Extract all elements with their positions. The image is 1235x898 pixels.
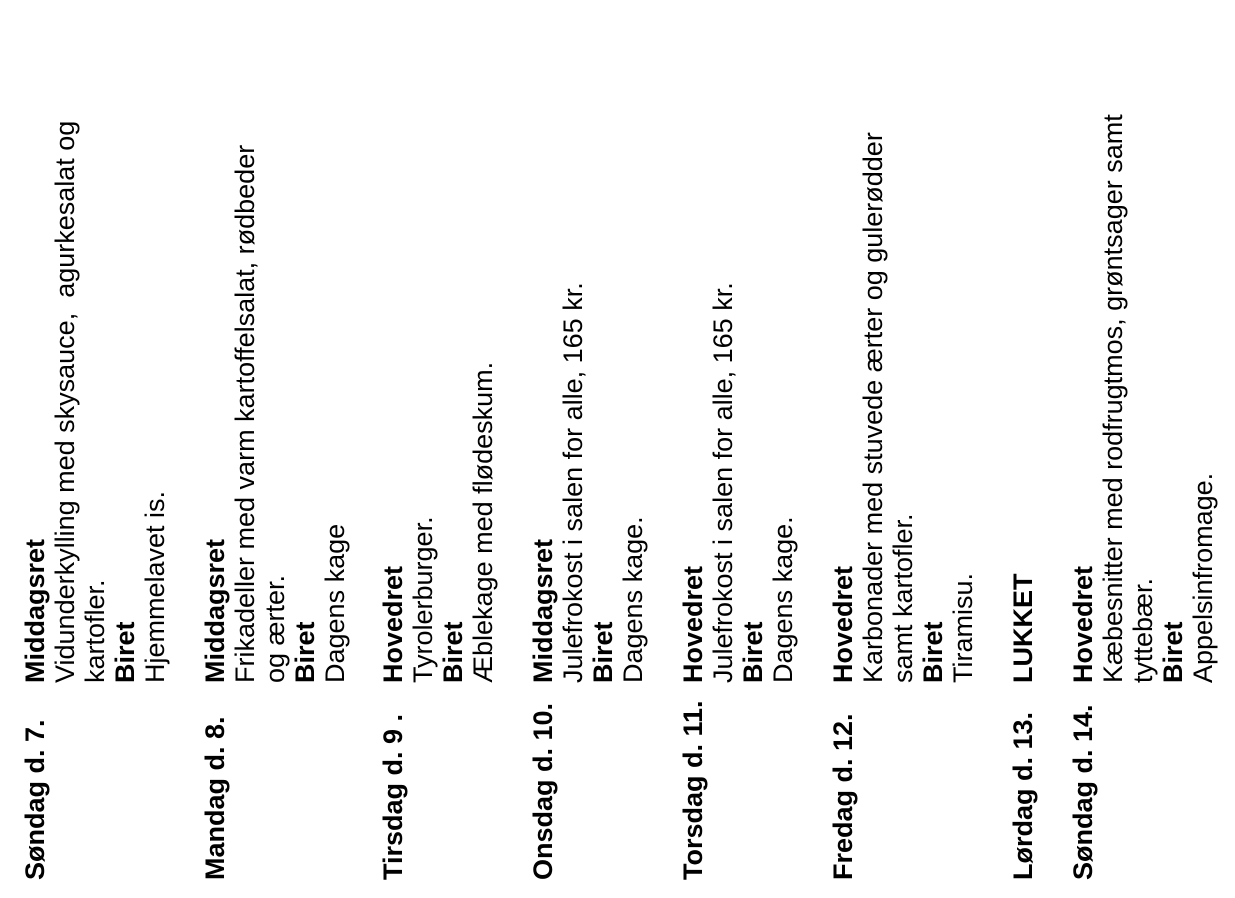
dish-text: Dagens kage.: [618, 516, 648, 683]
day-date: Onsdag d. 10.: [528, 702, 558, 880]
day-menu: [378, 83, 498, 683]
day-menu: [1008, 83, 1038, 683]
dish-text: kartofler.: [80, 579, 110, 683]
dish-text: Frikadeller med varm kartoffelsalat, rødbeder: [230, 144, 260, 683]
dish-text: Tyrolerburger.: [408, 516, 438, 683]
day-date: Mandag d. 8.: [200, 716, 230, 880]
day-date: Tirsdag d. 9 .: [378, 713, 408, 880]
course-heading: Biret: [588, 621, 618, 683]
dish-text: og ærter.: [260, 574, 290, 683]
day-date: Søndag d. 7.: [20, 719, 50, 880]
dish-text: samt kartofler.: [888, 513, 918, 683]
day-menu: [528, 83, 648, 683]
course-heading: Biret: [918, 621, 948, 683]
day-menu: [1068, 83, 1218, 683]
dish-text: Julefrokost i salen for alle, 165 kr.: [558, 282, 588, 683]
dish-text: Hjemmelavet is.: [140, 490, 170, 683]
course-heading: Hovedret: [378, 565, 408, 683]
course-heading: Hovedret: [678, 565, 708, 683]
course-heading: Hovedret: [1068, 565, 1098, 683]
course-heading: Middagsret: [20, 538, 50, 683]
dish-text: Dagens kage: [320, 523, 350, 683]
dish-text: Appelsinfromage.: [1188, 472, 1218, 683]
course-heading: Biret: [738, 621, 768, 683]
dish-text: Kæbesnitter med rodfrugtmos, grøntsager samt: [1098, 114, 1128, 683]
day-date: Torsdag d. 11.: [678, 700, 708, 880]
dish-text: Vidunderkylling med skysauce, agurkesalat og: [50, 120, 80, 683]
day-menu: [200, 83, 350, 683]
course-heading: Hovedret: [828, 565, 858, 683]
course-heading: Biret: [110, 621, 140, 683]
closed-label: LUKKET: [1008, 573, 1038, 683]
dish-text: Julefrokost i salen for alle, 165 kr.: [708, 282, 738, 683]
course-heading: Middagsret: [200, 538, 230, 683]
course-heading: Biret: [438, 621, 468, 683]
dish-text: Karbonader med stuvede ærter og gulerødder: [858, 132, 888, 683]
dish-text: Dagens kage.: [768, 516, 798, 683]
day-date: Fredag d. 12.: [828, 713, 858, 880]
day-menu: [20, 83, 170, 683]
dish-text: tyttebær.: [1128, 577, 1158, 683]
course-heading: Middagsret: [528, 538, 558, 683]
day-menu: [828, 83, 978, 683]
day-menu: [678, 83, 798, 683]
course-heading: Biret: [1158, 621, 1188, 683]
day-date: Søndag d. 14.: [1068, 704, 1098, 880]
day-date: Lørdag d. 13.: [1008, 711, 1038, 880]
dish-text: Tiramisu.: [948, 572, 978, 683]
dish-text: Æblekage med flødeskum.: [468, 361, 498, 683]
course-heading: Biret: [290, 621, 320, 683]
